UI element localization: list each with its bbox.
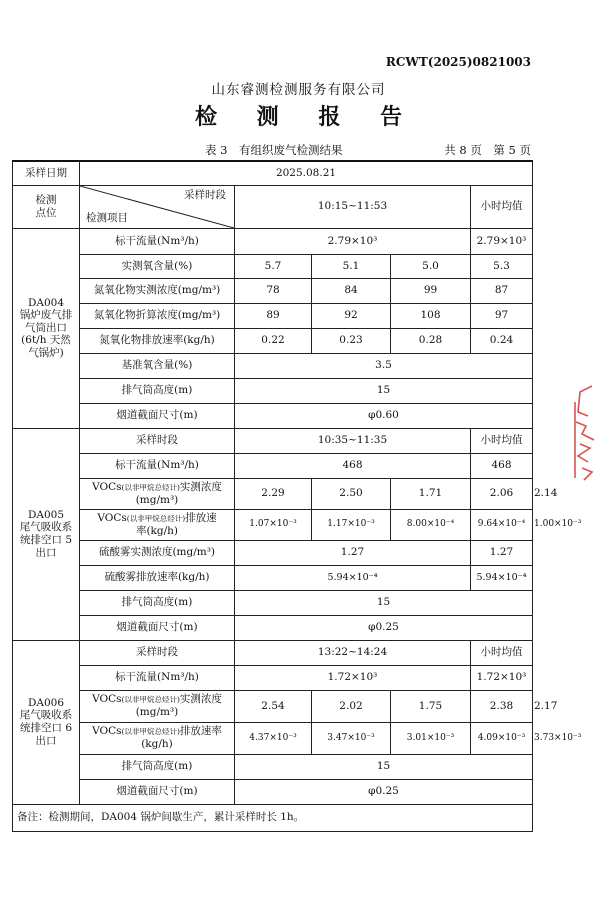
cell-value: 5.94×10⁻⁴ [471, 565, 533, 590]
table-row [13, 615, 533, 640]
cell-value: 1.71 [391, 478, 471, 509]
row-label: 硫酸雾排放速率(kg/h) [80, 565, 235, 590]
row-label [80, 722, 235, 754]
label-part: (以非甲烷总烃计) [121, 695, 180, 705]
row-label: 氮氧化物折算浓度(mg/m³) [80, 303, 235, 328]
cell-value: 3.01×10⁻³ [391, 722, 471, 754]
point-label: 检测 点位 [13, 185, 80, 228]
label-part: VOCs [92, 693, 122, 706]
row-label: 排气筒高度(m) [80, 590, 235, 615]
red-seal-stamp [572, 382, 597, 487]
cell-value: 2.02 [312, 690, 391, 722]
cell-value: 9.64×10⁻⁴ [471, 509, 533, 540]
label-part: (以非甲烷总烃计) [121, 482, 180, 492]
cell-value: 1.27 [235, 540, 471, 565]
da005-point-name: DA005 尾气吸收系统排空口 5 出口 [13, 428, 80, 640]
date-value: 2025.08.21 [80, 161, 533, 185]
cell-value: 5.7 [235, 254, 312, 278]
row-label: 实测氧含量(%) [80, 254, 235, 278]
row-label: 氮氧化物实测浓度(mg/m³) [80, 278, 235, 303]
cell-value: 1.72×10³ [471, 665, 533, 690]
label-part: VOCs [92, 480, 122, 493]
table-row [13, 353, 533, 378]
cell-value: 1.07×10⁻³ [235, 509, 312, 540]
cell-value: 89 [235, 303, 312, 328]
table-row: VOCs(以非甲烷总烃计)实测浓度 (mg/m³) 2.54 2.02 1.75 2.38 2.17 [13, 690, 533, 722]
label-part: (以非甲烷总烃计) [126, 513, 186, 523]
label-part: (以非甲烷总烃计) [121, 727, 180, 737]
cell-value: 2.29 [235, 478, 312, 509]
cell-value: 15 [235, 754, 533, 779]
date-row [13, 161, 533, 185]
period-header-label: 采样时段 [184, 188, 226, 201]
cell-value: 5.1 [312, 254, 391, 278]
row-label [80, 478, 235, 509]
cell-value: 8.00×10⁻⁴ [391, 509, 471, 540]
cell-value: 92 [312, 303, 391, 328]
table-row [13, 540, 533, 565]
period-1-value: 10:15~11:53 [235, 185, 471, 228]
item-header-label: 检测项目 [86, 211, 128, 224]
label-part: 排放速 [185, 511, 217, 524]
row-label: 采样时段 [80, 640, 235, 665]
cell-value: 0.23 [312, 328, 391, 353]
row-label: 标干流量(Nm³/h) [80, 228, 235, 254]
label-unit: 率(kg/h) [135, 524, 179, 537]
row-label: 采样时段 [80, 428, 235, 453]
cell-value: 84 [312, 278, 391, 303]
cell-value: 0.24 [471, 328, 533, 353]
row-label: 标干流量(Nm³/h) [80, 665, 235, 690]
label-unit: (mg/m³) [135, 706, 179, 718]
table-row [13, 640, 533, 665]
cell-value: φ0.25 [235, 779, 533, 804]
table-row [13, 565, 533, 590]
row-label [80, 509, 235, 540]
page-info: 共 8 页 第 5 页 [444, 143, 531, 157]
label-unit: (kg/h) [141, 738, 173, 750]
cell-value: φ0.25 [235, 615, 533, 640]
cell-value: 87 [471, 278, 533, 303]
table-row [13, 303, 533, 328]
table-row: VOCs(以非甲烷总烃计)排放速 率(kg/h) 1.07×10⁻³ 1.17×10⁻³ 8.00×10⁻⁴ 9.64×10⁻⁴ 1.00×10⁻³ [13, 509, 533, 540]
cell-value: 15 [235, 590, 533, 615]
table-row [13, 228, 533, 254]
report-number: RCWT(2025)0821003 [385, 55, 531, 69]
row-label: 标干流量(Nm³/h) [80, 453, 235, 478]
cell-value: 小时均值 [471, 428, 533, 453]
cell-value: 5.94×10⁻⁴ [235, 565, 471, 590]
label-unit: (mg/m³) [135, 493, 179, 506]
table-row [13, 378, 533, 403]
table-row [13, 254, 533, 278]
cell-value: 4.37×10⁻³ [235, 722, 312, 754]
label-part: 实测浓度 [179, 480, 222, 493]
note-row [13, 804, 533, 831]
cell-value: 5.0 [391, 254, 471, 278]
table-row [13, 428, 533, 453]
cell-value: 2.79×10³ [235, 228, 471, 254]
cell-value: 2.79×10³ [471, 228, 533, 254]
label-part: 实测浓度 [179, 693, 222, 706]
cell-value: 2.38 [471, 690, 533, 722]
cell-value: 13:22~14:24 [235, 640, 471, 665]
cell-value: 小时均值 [471, 640, 533, 665]
row-label: 烟道截面尺寸(m) [80, 403, 235, 428]
hourly-avg-header: 小时均值 [471, 185, 533, 228]
table-row [13, 403, 533, 428]
header-row [13, 185, 533, 228]
row-label: 烟道截面尺寸(m) [80, 615, 235, 640]
row-label: 氮氧化物排放速率(kg/h) [80, 328, 235, 353]
table-row [13, 453, 533, 478]
cell-value: 15 [235, 378, 533, 403]
cell-value: 1.27 [471, 540, 533, 565]
table-row [13, 779, 533, 804]
report-title: 检 测 报 告 [195, 104, 418, 130]
cell-value: 3.5 [235, 353, 533, 378]
cell-value: 99 [391, 278, 471, 303]
da004-point-name: DA004 锅炉废气排气筒出口 (6t/h 天然气锅炉) [13, 228, 80, 428]
note-text: 备注：检测期间，DA004 锅炉间歇生产，累计采样时长 1h。 [13, 804, 533, 831]
diagonal-header-cell [80, 185, 235, 228]
cell-value: 1.75 [391, 690, 471, 722]
cell-value: 1.17×10⁻³ [312, 509, 391, 540]
row-label: 排气筒高度(m) [80, 378, 235, 403]
cell-value: 97 [471, 303, 533, 328]
company-name: 山东睿测检测服务有限公司 [211, 82, 386, 98]
row-label [80, 690, 235, 722]
cell-value: 5.3 [471, 254, 533, 278]
label-part: VOCs [97, 511, 127, 524]
cell-value: 108 [391, 303, 471, 328]
cell-value: 2.54 [235, 690, 312, 722]
cell-value: 2.50 [312, 478, 391, 509]
cell-value: 468 [471, 453, 533, 478]
exhaust-gas-results-table [12, 160, 582, 832]
table-row [13, 278, 533, 303]
label-part: VOCs [92, 725, 122, 738]
row-label: 排气筒高度(m) [80, 754, 235, 779]
label-part: 排放速率 [179, 725, 222, 738]
cell-value: 468 [235, 453, 471, 478]
table-caption: 表 3 有组织废气检测结果 [205, 143, 343, 157]
cell-value: 10:35~11:35 [235, 428, 471, 453]
cell-value: φ0.60 [235, 403, 533, 428]
cell-value: 78 [235, 278, 312, 303]
table-row [13, 590, 533, 615]
cell-value: 0.28 [391, 328, 471, 353]
table-row [13, 328, 533, 353]
cell-value: 4.09×10⁻³ [471, 722, 533, 754]
table-row: VOCs(以非甲烷总烃计)排放速率 (kg/h) 4.37×10⁻³ 3.47×10⁻³ 3.01×10⁻³ 4.09×10⁻³ 3.73×10⁻³ [13, 722, 533, 754]
cell-value: 2.06 [471, 478, 533, 509]
cell-value: 0.22 [235, 328, 312, 353]
da006-point-name: DA006 尾气吸收系统排空口 6 出口 [13, 640, 80, 804]
cell-value: 1.72×10³ [235, 665, 471, 690]
row-label: 烟道截面尺寸(m) [80, 779, 235, 804]
table-row [13, 754, 533, 779]
cell-value: 3.47×10⁻³ [312, 722, 391, 754]
row-label: 基准氧含量(%) [80, 353, 235, 378]
date-label: 采样日期 [13, 161, 80, 185]
table-row: VOCs(以非甲烷总烃计)实测浓度 (mg/m³) 2.29 2.50 1.71 2.06 2.14 [13, 478, 533, 509]
table-row [13, 665, 533, 690]
row-label: 硫酸雾实测浓度(mg/m³) [80, 540, 235, 565]
